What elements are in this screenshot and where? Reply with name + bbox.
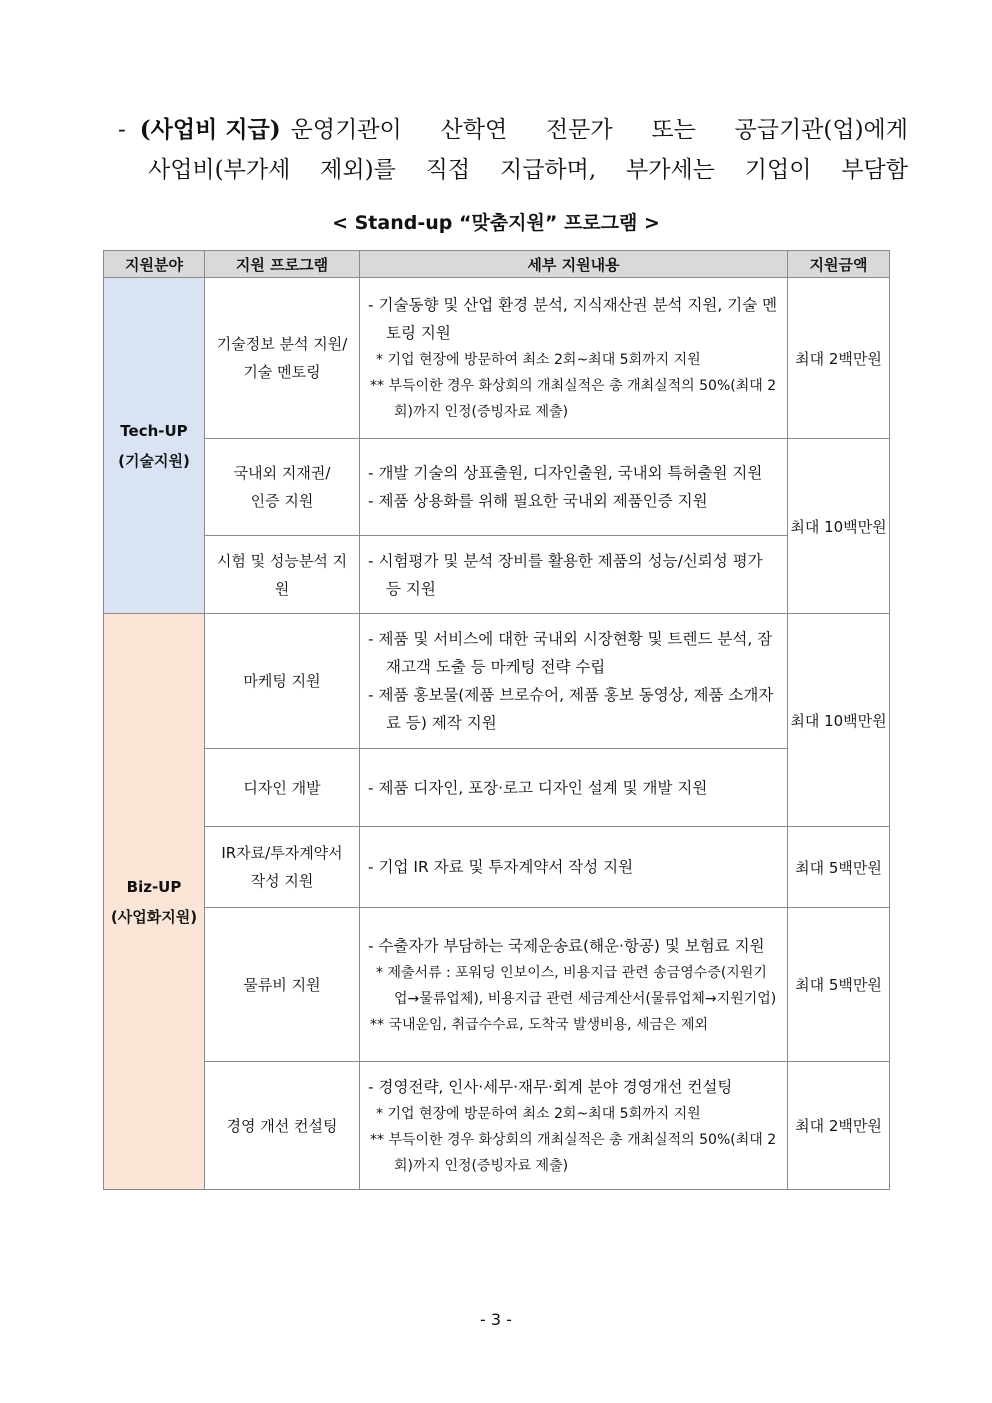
category-name: Tech-UP (120, 421, 188, 440)
detail-item: - 개발 기술의 상표출원, 디자인출원, 국내외 특허출원 지원 (368, 464, 763, 482)
detail-cell (360, 439, 788, 536)
detail-cell (360, 614, 788, 749)
header-category: 지원분야 (104, 251, 205, 278)
detail-note: ** 부득이한 경우 화상회의 개최실적은 총 개최실적의 50%(최대 2회)까지 인정(증빙자료 제출) (370, 378, 777, 420)
table-title: < Stand-up “맞춤지원” 프로그램 > (332, 212, 660, 234)
category-subtitle: (기술지원) (118, 451, 190, 470)
program-name-line: 물류비 지원 (243, 975, 321, 994)
program-cell (205, 749, 360, 827)
detail-item: - 제품 상용화를 위해 필요한 국내외 제품인증 지원 (368, 492, 708, 510)
detail-note: ** 부득이한 경우 화상회의 개최실적은 총 개최실적의 50%(최대 2회)까지 인정(증빙자료 제출) (370, 1131, 777, 1174)
header-detail: 세부 지원내용 (360, 251, 788, 278)
detail-cell (360, 827, 788, 908)
detail-item: - 시험평가 및 분석 장비를 활용한 제품의 성능/신뢰성 평가 등 지원 (368, 551, 763, 598)
detail-cell (360, 749, 788, 827)
support-program-table (103, 250, 890, 1190)
amount-cell: 최대 10백만원 (788, 439, 890, 614)
program-name-line: 기술 멘토링 (243, 363, 321, 381)
detail-note: ** 국내운임, 취급수수료, 도착국 발생비용, 세금은 제외 (370, 1016, 709, 1033)
detail-item: - 제품 디자인, 포장·로고 디자인 설계 및 개발 지원 (368, 778, 708, 797)
program-cell (205, 439, 360, 536)
program-cell (205, 536, 360, 614)
program-name-line: IR자료/투자계약서 (221, 844, 343, 862)
page-number: - 3 - (480, 1310, 512, 1329)
program-name-line: 국내외 지재권/ (233, 464, 331, 482)
amount-cell: 최대 5백만원 (788, 908, 890, 1062)
table-row (104, 749, 890, 827)
table-header-row (104, 251, 890, 278)
detail-note: * 제출서류 : 포워딩 인보이스, 비용지급 관련 송금영수증(지원기업→물류업체), 비용지급 관련 세금계산서(물류업체→지원기업) (376, 964, 777, 1007)
amount-cell: 최대 5백만원 (788, 827, 890, 908)
detail-item: - 제품 및 서비스에 대한 국내외 시장현황 및 트렌드 분석, 잠재고객 도출 등 마케팅 전략 수립 (368, 630, 773, 676)
program-cell (205, 908, 360, 1062)
intro-bold-label: (사업비 지급) (139, 116, 281, 143)
detail-item: - 경영전략, 인사·세무·재무·회계 분야 경영개선 컨설팅 (368, 1077, 733, 1096)
table-row (104, 614, 890, 749)
detail-item: - 기업 IR 자료 및 투자계약서 작성 지원 (368, 858, 634, 876)
category-subtitle: (사업화지원) (110, 907, 198, 926)
program-name-line: 디자인 개발 (243, 778, 321, 797)
program-name-line: 작성 지원 (250, 872, 314, 890)
detail-note: * 기업 현장에 방문하여 최소 2회~최대 5회까지 지원 (376, 352, 701, 368)
amount-cell: 최대 2백만원 (788, 278, 890, 439)
program-name-line: 시험 및 성능분석 지원 (216, 551, 348, 598)
detail-item: - 기술동향 및 산업 환경 분석, 지식재산권 분석 지원, 기술 멘토링 지원 (368, 296, 778, 342)
table-row (104, 439, 890, 536)
table-row (104, 827, 890, 908)
table-row (104, 536, 890, 614)
table-row (104, 908, 890, 1062)
amount-cell: 최대 10백만원 (788, 614, 890, 827)
category-tech-up (104, 278, 205, 614)
program-cell (205, 614, 360, 749)
table-row (104, 278, 890, 439)
program-name-line: 경영 개선 컨설팅 (226, 1116, 338, 1135)
program-name-line: 마케팅 지원 (243, 672, 321, 690)
header-amount: 지원금액 (788, 251, 890, 278)
detail-note: * 기업 현장에 방문하여 최소 2회~최대 5회까지 지원 (376, 1105, 701, 1122)
intro-line-1-text: 운영기관이 산학연 전문가 또는 공급기관(업)에게 (290, 117, 908, 143)
program-name-line: 기술정보 분석 지원/ (216, 335, 348, 353)
program-cell (205, 278, 360, 439)
detail-cell (360, 536, 788, 614)
intro-line-2-text: 사업비(부가세 제외)를 직접 지급하며, 부가세는 기업이 부담함 (148, 157, 908, 183)
intro-paragraph (118, 110, 908, 190)
program-cell (205, 827, 360, 908)
category-biz-up (104, 614, 205, 1190)
program-name-line: 인증 지원 (250, 492, 314, 510)
detail-cell (360, 278, 788, 439)
detail-item: - 제품 홍보물(제품 브로슈어, 제품 홍보 동영상, 제품 소개자료 등) 제작 지원 (368, 686, 774, 732)
detail-cell (360, 1062, 788, 1190)
intro-dash: - (118, 117, 126, 143)
header-program: 지원 프로그램 (205, 251, 360, 278)
detail-cell (360, 908, 788, 1062)
intro-line-1 (118, 110, 908, 150)
table-row (104, 1062, 890, 1190)
program-cell (205, 1062, 360, 1190)
category-name: Biz-UP (126, 877, 182, 896)
amount-cell: 최대 2백만원 (788, 1062, 890, 1190)
detail-item: - 수출자가 부담하는 국제운송료(해운·항공) 및 보험료 지원 (368, 936, 765, 955)
